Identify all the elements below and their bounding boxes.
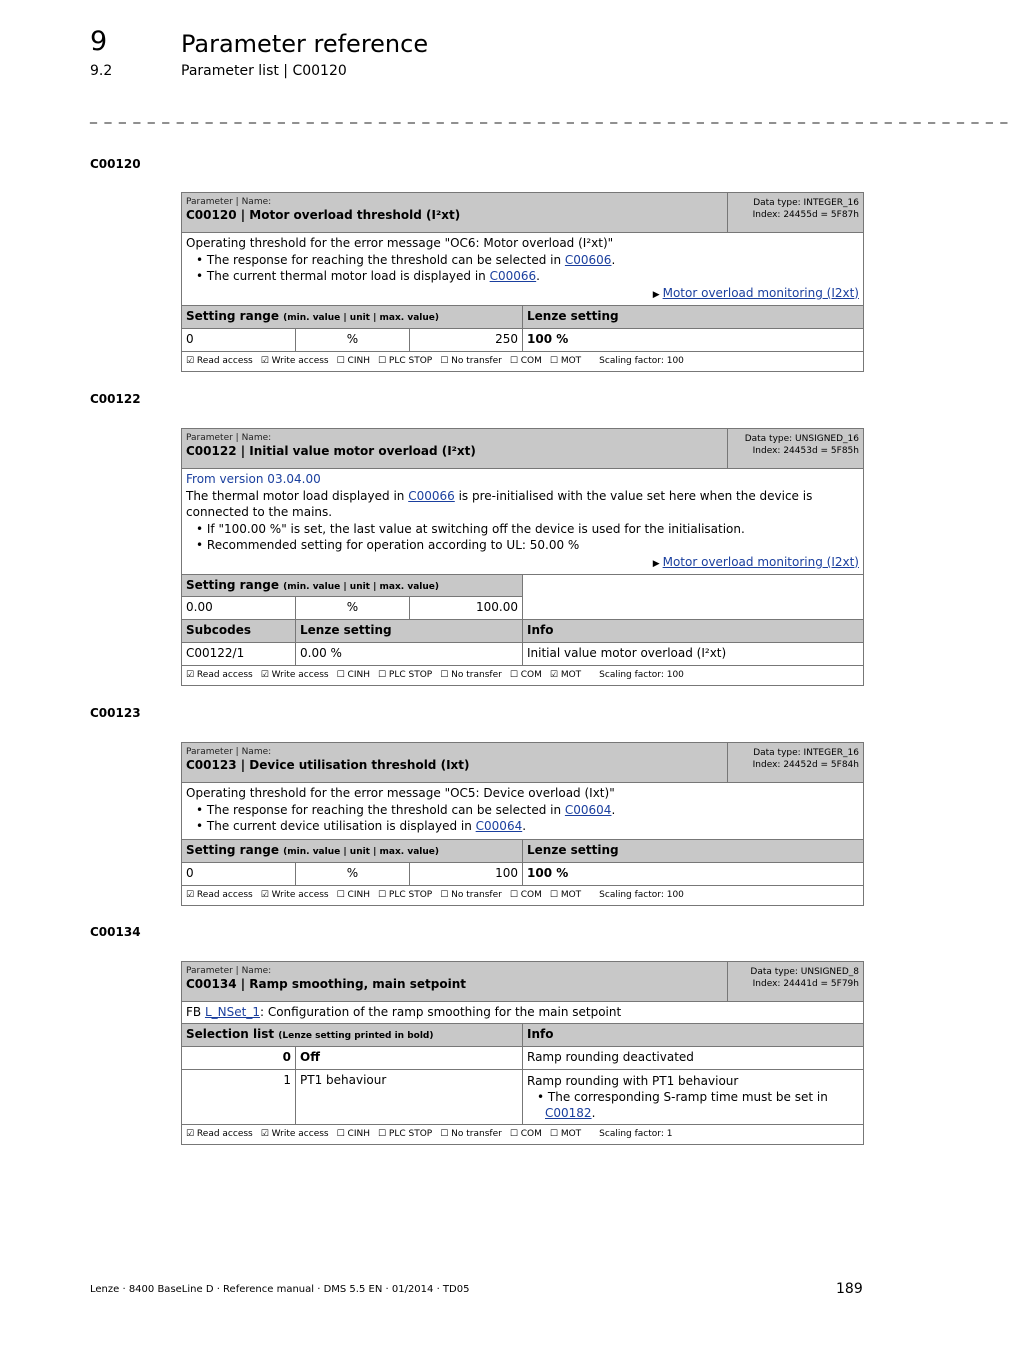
- lenze-setting-value: 100 %: [527, 865, 569, 880]
- link-c00606[interactable]: C00606: [564, 252, 612, 267]
- triangle-right-icon: ▶: [652, 289, 660, 300]
- param-name-label: Parameter | Name:: [186, 747, 272, 757]
- data-type: Data type: UNSIGNED_16: [744, 434, 859, 444]
- param-header: [182, 962, 863, 1002]
- param-index: Index: 24441d = 5F79h: [752, 979, 859, 989]
- section-number: 9.2: [90, 63, 113, 79]
- link-c00066[interactable]: C00066: [408, 488, 455, 503]
- option-value: 1: [182, 1070, 296, 1124]
- setting-range-header: Setting range (min. value | unit | max. value): [182, 575, 523, 597]
- scaling-factor: Scaling factor: 100: [599, 356, 684, 366]
- page-number: 189: [836, 1281, 863, 1297]
- link-c00064[interactable]: C00064: [475, 819, 523, 833]
- triangle-right-icon: ▶: [652, 558, 660, 569]
- param-name: C00120 | Motor overload threshold (I²xt): [186, 208, 461, 222]
- data-type: Data type: INTEGER_16: [753, 198, 859, 208]
- description-text: Operating threshold for the error message "OC5: Device overload (Ixt)": [186, 786, 615, 800]
- link-l-nset-1[interactable]: L_NSet_1: [204, 1005, 260, 1019]
- chapter-title: Parameter reference: [181, 30, 429, 58]
- link-c00604[interactable]: C00604: [564, 802, 612, 817]
- c00123-heading: C00123: [90, 706, 141, 720]
- max-value: 250: [410, 329, 523, 351]
- link-c00066[interactable]: C00066: [489, 269, 537, 283]
- info-header: Info: [523, 1024, 863, 1046]
- document-footer: Lenze · 8400 BaseLine D · Reference manual · DMS 5.5 EN · 01/2014 · TD05: [90, 1284, 470, 1295]
- c00122-heading: C00122: [90, 392, 141, 406]
- param-description: [182, 783, 863, 840]
- param-description: [182, 233, 863, 306]
- lenze-setting-header: Lenze setting: [296, 620, 523, 642]
- description-text: Operating threshold for the error message "OC6: Motor overload (I²xt)": [186, 236, 614, 250]
- description-text: The thermal motor load displayed in C00066 is pre-initialised with the value set here when the device is connected to the mains.: [186, 488, 813, 519]
- param-name: C00134 | Ramp smoothing, main setpoint: [186, 977, 466, 991]
- param-index: Index: 24453d = 5F85h: [752, 446, 859, 456]
- param-name-label: Parameter | Name:: [186, 197, 272, 207]
- data-type: Data type: INTEGER_16: [753, 748, 859, 758]
- subcodes-header: Subcodes: [182, 620, 296, 642]
- access-flags: ☑ Read access ☑ Write access ☐ CINH ☐ PLC STOP ☐ No transfer ☐ COM ☐ MOT Scaling factor: 1: [186, 1128, 673, 1139]
- c00123-table: [181, 742, 864, 906]
- lenze-setting-value: 100 %: [527, 332, 569, 346]
- c00120-heading: C00120: [90, 157, 141, 171]
- access-flags: ☑ Read access ☑ Write access ☐ CINH ☐ PLC STOP ☐ No transfer ☐ COM ☐ MOT Scaling factor: 100: [186, 889, 684, 900]
- bullet-item: • The response for reaching the threshold can be selected in C00604.: [196, 802, 616, 817]
- subcode-info: Initial value motor overload (I²xt): [527, 646, 727, 660]
- lenze-setting-header: Lenze setting: [523, 306, 863, 328]
- option-info: Ramp rounding with PT1 behaviour • The corresponding S-ramp time must be set in C00182.: [527, 1073, 828, 1120]
- unit: %: [296, 329, 410, 351]
- access-flags: ☑ Read access ☑ Write access ☐ CINH ☐ PLC STOP ☐ No transfer ☐ COM ☐ MOT Scaling factor: 100: [186, 356, 684, 366]
- section-title: Parameter list | C00120: [181, 63, 347, 79]
- link-motor-overload-monitoring[interactable]: Motor overload monitoring (I2xt): [662, 285, 859, 300]
- param-description: [182, 469, 863, 575]
- option-value: 0: [182, 1047, 296, 1069]
- subcode: C00122/1: [182, 643, 296, 665]
- c00122-table: [181, 428, 864, 686]
- bullet-item: • The response for reaching the threshold can be selected in C00606.: [196, 252, 616, 267]
- data-type: Data type: UNSIGNED_8: [750, 967, 859, 977]
- chapter-number: 9: [90, 26, 108, 57]
- description-text: FB L_NSet_1: Configuration of the ramp smoothing for the main setpoint: [186, 1005, 622, 1019]
- param-header: [182, 429, 863, 469]
- separator-line: _ _ _ _ _ _ _ _ _ _ _ _ _ _ _ _ _ _ _ _ _ _ _ _ _ _ _ _ _ _ _ _ _ _ _ _ _ _ _ _ _ _ _ _ _ _ _ _ _ _ _ _ _ _ _ _ _ _ _ _ _ _ _ _: [90, 108, 1009, 124]
- c00134-table: [181, 961, 864, 1145]
- scaling-factor: Scaling factor: 1: [599, 1128, 673, 1139]
- version-note: From version 03.04.00: [186, 472, 321, 486]
- lenze-setting-header: Lenze setting: [523, 840, 863, 862]
- param-header: [182, 193, 863, 233]
- max-value: 100.00: [410, 597, 523, 619]
- param-name-label: Parameter | Name:: [186, 966, 272, 976]
- selection-list-header: Selection list (Lenze setting printed in bold): [182, 1024, 523, 1046]
- access-flags: ☑ Read access ☑ Write access ☐ CINH ☐ PLC STOP ☐ No transfer ☐ COM ☑ MOT Scaling factor: 100: [186, 670, 684, 680]
- min-value: 0: [182, 329, 296, 351]
- param-name: C00123 | Device utilisation threshold (Ixt): [186, 758, 470, 772]
- option-name: PT1 behaviour: [296, 1070, 523, 1124]
- scaling-factor: Scaling factor: 100: [599, 670, 684, 680]
- min-value: 0: [182, 863, 296, 885]
- max-value: 100: [410, 863, 523, 885]
- param-description: [182, 1002, 863, 1024]
- link-motor-overload-monitoring[interactable]: Motor overload monitoring (I2xt): [662, 554, 859, 569]
- unit: %: [296, 863, 410, 885]
- subcode-lenze-setting: 0.00 %: [296, 643, 523, 665]
- bullet-item: • The current thermal motor load is displayed in C00066.: [196, 269, 540, 283]
- setting-range-header: Setting range (min. value | unit | max. value): [182, 306, 523, 328]
- link-c00182[interactable]: C00182: [545, 1105, 592, 1120]
- option-info: Ramp rounding deactivated: [527, 1049, 694, 1064]
- param-name-label: Parameter | Name:: [186, 433, 272, 443]
- scaling-factor: Scaling factor: 100: [599, 889, 684, 900]
- min-value: 0.00: [182, 597, 296, 619]
- c00134-heading: C00134: [90, 925, 141, 939]
- setting-range-header: Setting range (min. value | unit | max. value): [182, 840, 523, 862]
- info-header: Info: [523, 620, 863, 642]
- option-name: Off: [296, 1047, 523, 1069]
- param-index: Index: 24452d = 5F84h: [752, 760, 859, 770]
- unit: %: [296, 597, 410, 619]
- param-name: C00122 | Initial value motor overload (I²xt): [186, 444, 476, 458]
- bullet-item: • The current device utilisation is displayed in C00064.: [196, 819, 527, 833]
- c00120-table: [181, 192, 864, 372]
- param-index: Index: 24455d = 5F87h: [752, 210, 859, 220]
- bullet-item: • If "100.00 %" is set, the last value at switching off the device is used for the initialisation.: [196, 521, 745, 536]
- param-header: [182, 743, 863, 783]
- bullet-item: • Recommended setting for operation according to UL: 50.00 %: [196, 538, 580, 552]
